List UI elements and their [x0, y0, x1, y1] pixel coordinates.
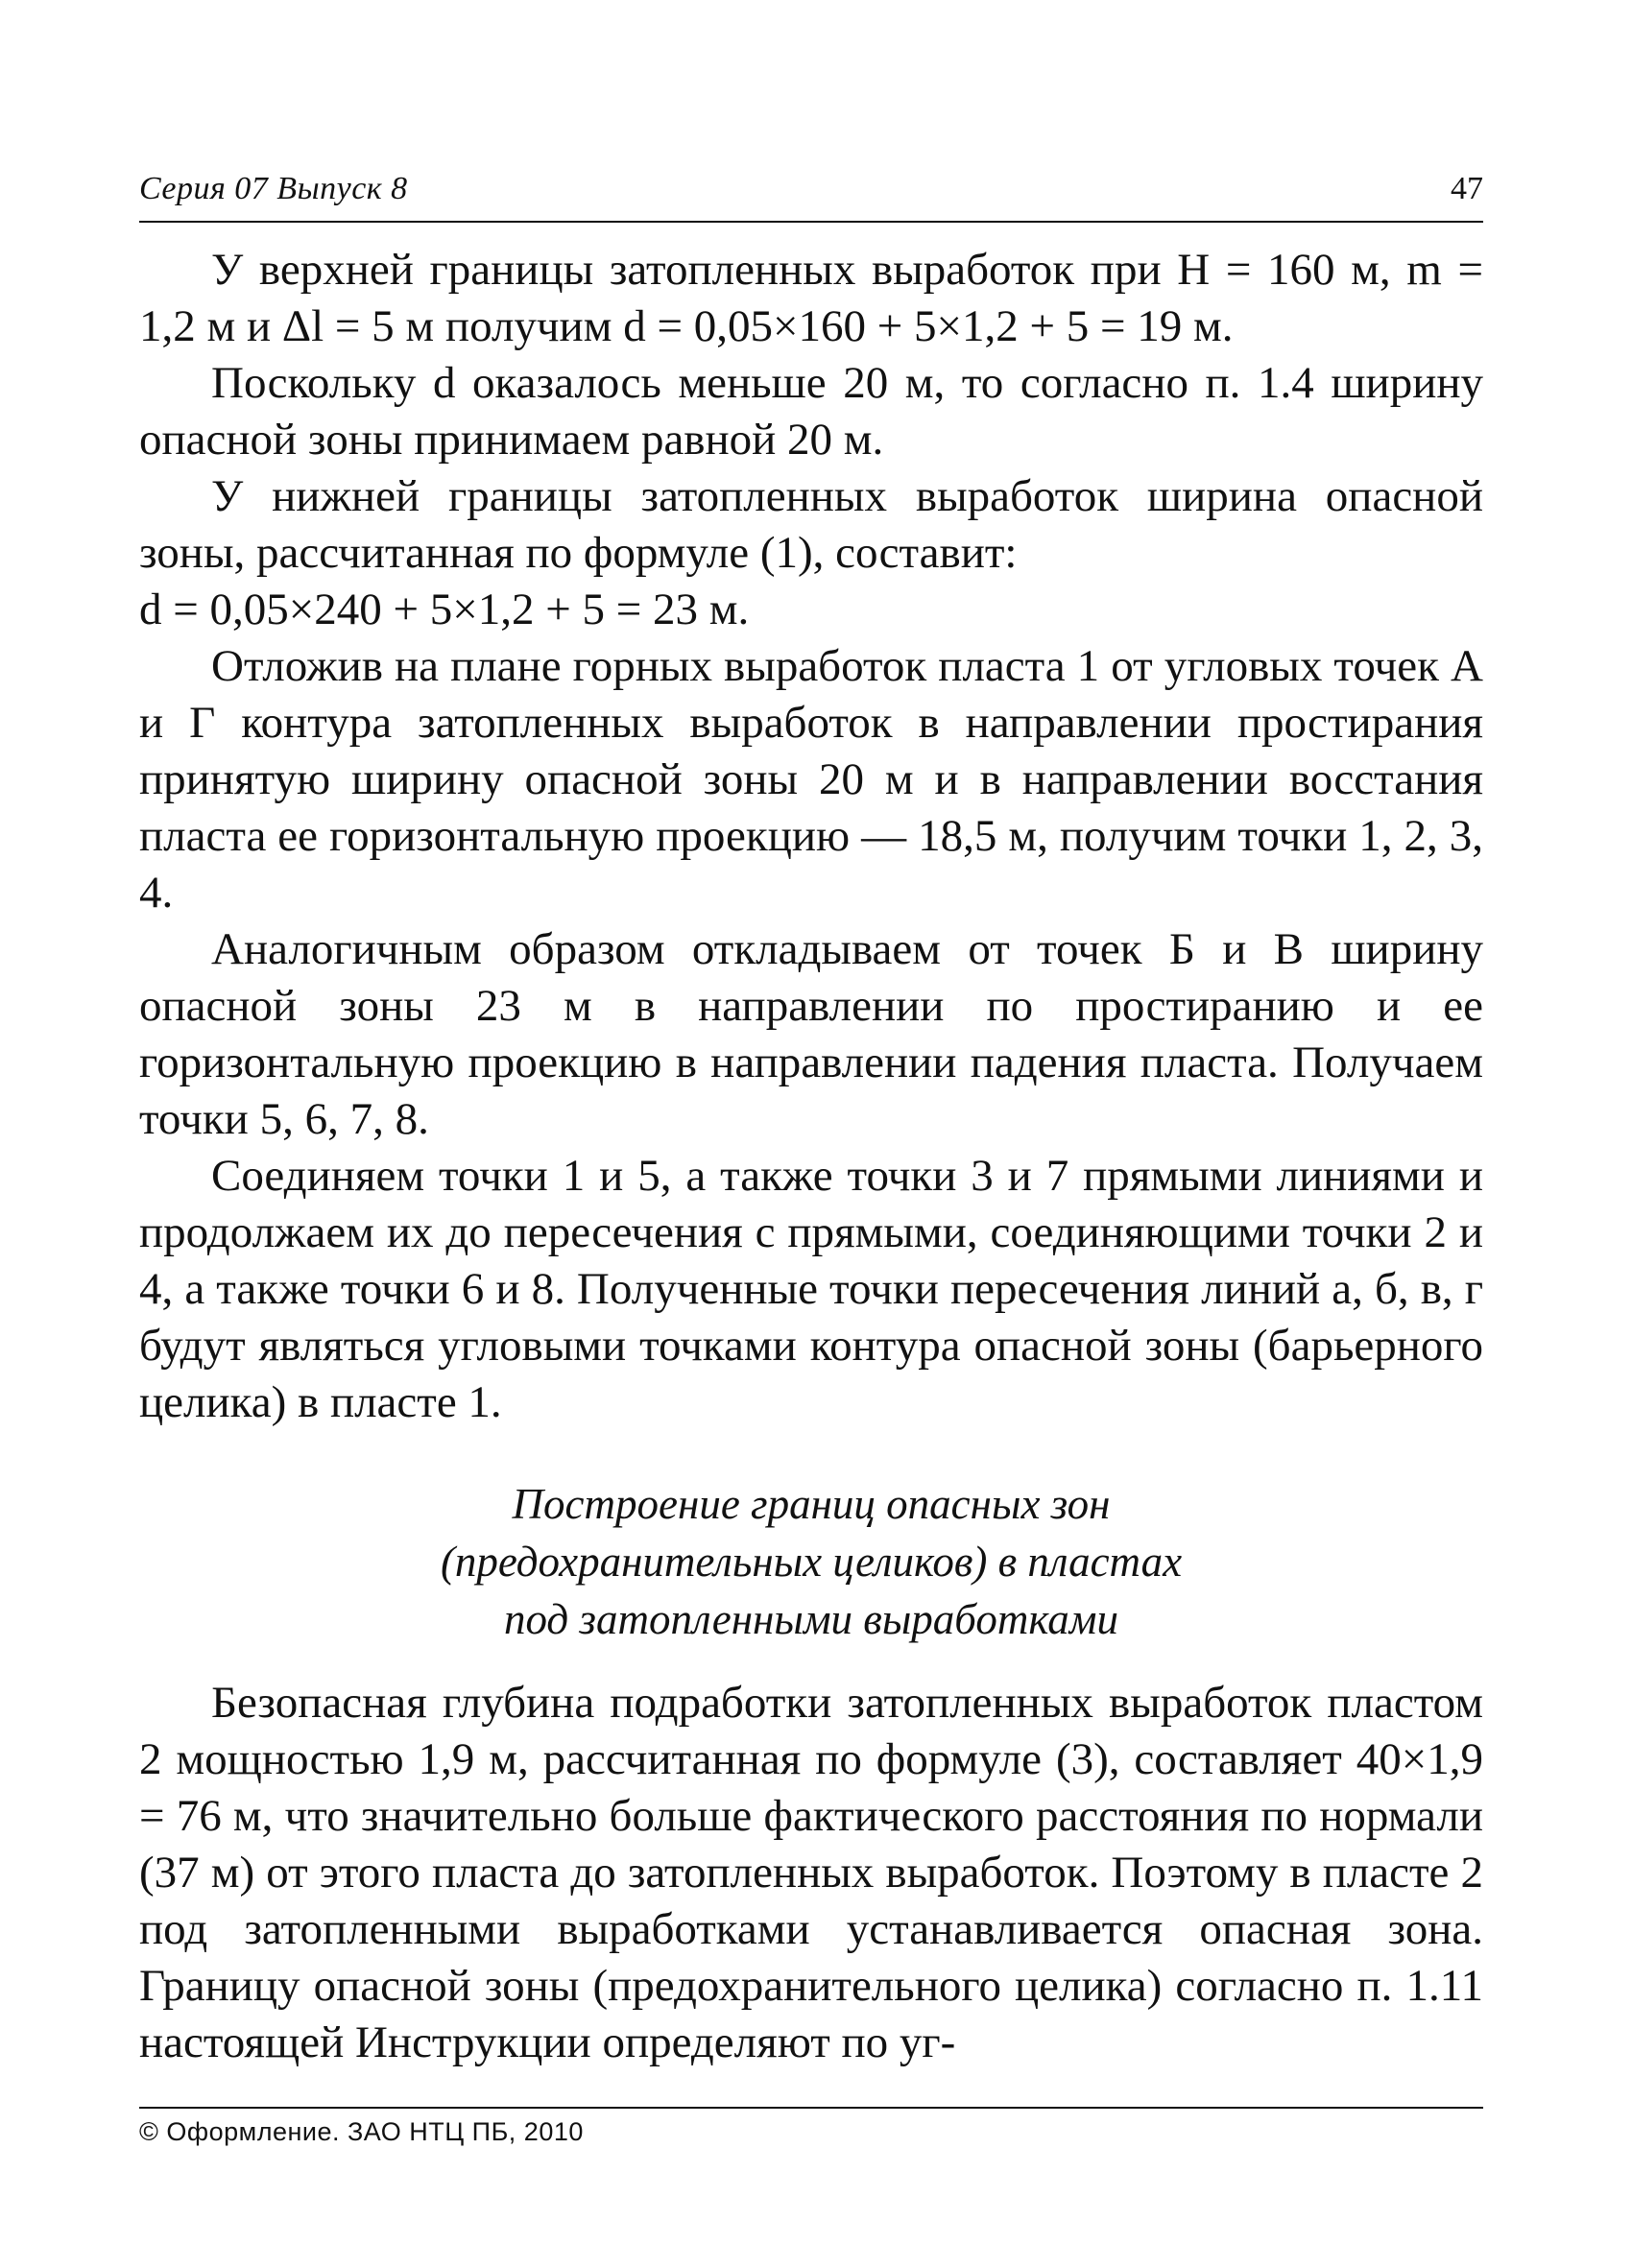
footer-copyright: © Оформление. ЗАО НТЦ ПБ, 2010 [139, 2117, 584, 2146]
footer-divider [139, 2107, 1483, 2109]
page-header [139, 171, 1483, 225]
paragraph-minimum-width: Поскольку d оказалось меньше 20 м, то согласно п. 1.4 ширину опасной зоны принимаем равной 20 м. [139, 358, 1483, 465]
paragraph-lower-boundary: У нижней границы затопленных выработок ширина опасной зоны, рассчитанная по формуле (1), составит: [139, 471, 1483, 578]
paragraph-corner-points: Соединяем точки 1 и 5, а также точки 3 и 7 прямыми линиями и продолжаем их до пересечения с прямыми, соединяющими точки 2 и 4, а также точки 6 и 8. Полученные точки пересечения линий а, б, в, г будут являться угловыми точками контура опасной зоны (барьерного целика) в пласте 1. [139, 1151, 1483, 1427]
section-heading [139, 1475, 1483, 1648]
series-label: Серия 07 Выпуск 8 [139, 171, 408, 206]
paragraph-points-5-8: Аналогичным образом откладываем от точек Б и В ширину опасной зоны 23 м в направлении по простиранию и ее горизонтальную проекцию в направлении падения пласта. Получаем точки 5, 6, 7, 8. [139, 924, 1483, 1144]
page-number: 47 [1451, 171, 1483, 206]
formula: d = 0,05×240 + 5×1,2 + 5 = 23 м. [139, 585, 750, 634]
section-heading-line-1: Построение границ опасных зон [512, 1480, 1111, 1528]
paragraph-safe-depth: Безопасная глубина подработки затопленных выработок пластом 2 мощностью 1,9 м, рассчитанная по формуле (3), составляет 40×1,9 = 76 м, что значительно больше фактического расстояния по нормали (37 м) от этого пласта до затопленных выработок. Поэтому в пласте 2 под затопленными выработками устанавливается опасная зона. Границу опасной зоны (предохранительного целика) согласно п. 1.11 настоящей Инструкции определяют по уг- [139, 1678, 1483, 2067]
body-text [139, 242, 1483, 2071]
paragraph-points-1-4: Отложив на плане горных выработок пласта 1 от угловых точек А и Г контура затопленных выработок в направлении простирания принятую ширину опасной зоны 20 м и в направлении восстания пласта ее горизонтальную проекцию — 18,5 м, получим точки 1, 2, 3, 4. [139, 641, 1483, 918]
section-heading-line-3: под затопленными выработками [504, 1595, 1118, 1643]
section-heading-line-2: (предохранительных целиков) в пластах [440, 1538, 1183, 1586]
header-divider [139, 221, 1483, 223]
paragraph-upper-boundary: У верхней границы затопленных выработок при H = 160 м, m = 1,2 м и Δl = 5 м получим d = 0,05×160 + 5×1,2 + 5 = 19 м. [139, 245, 1483, 351]
